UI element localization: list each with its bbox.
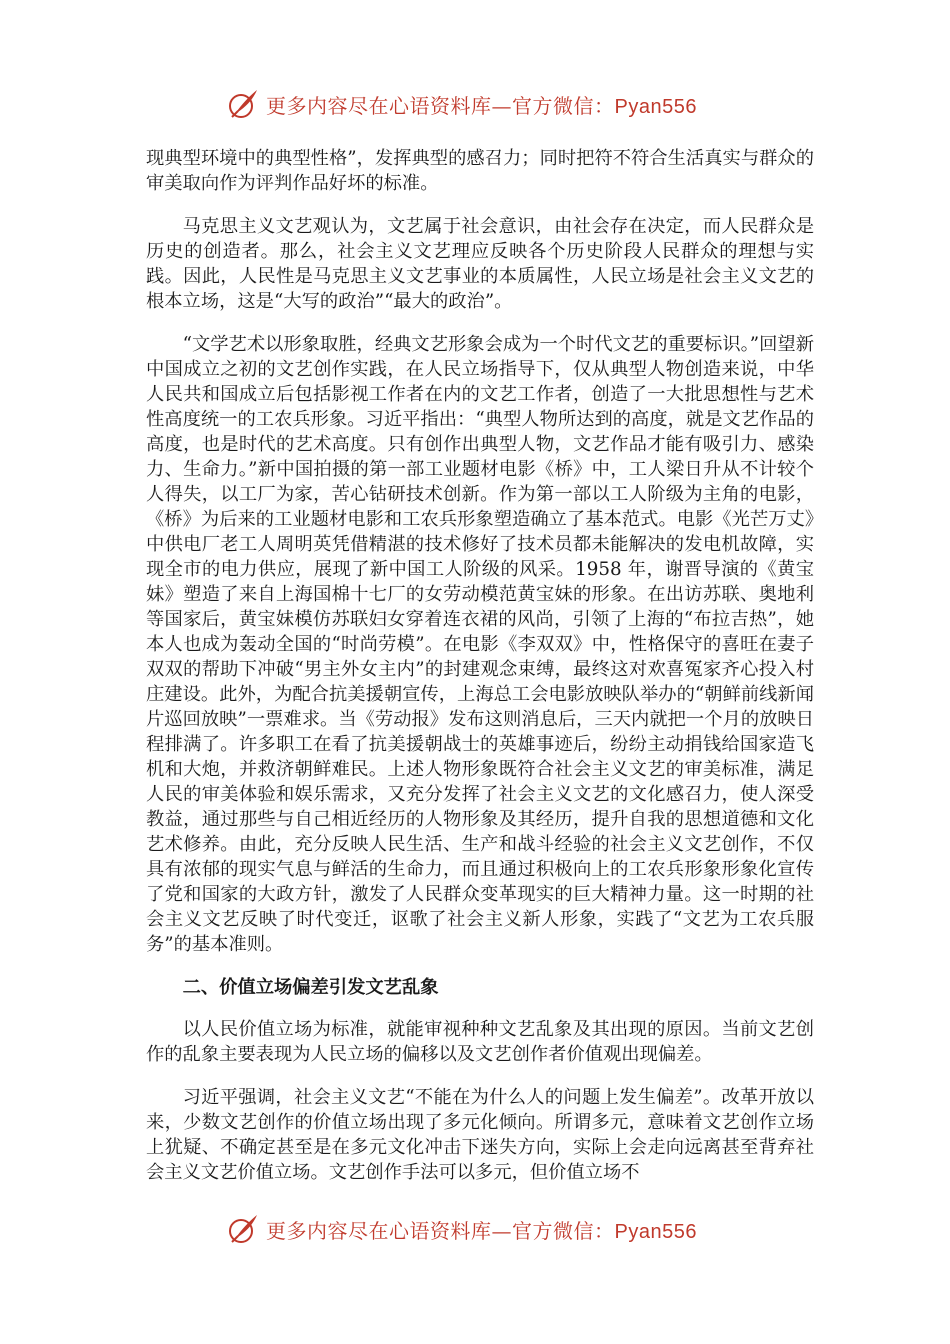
watermark-banner-bottom bbox=[226, 1209, 697, 1249]
paragraph: 以人民价值立场为标准，就能审视种种文艺乱象及其出现的原因。当前文艺创作的乱象主要表现为人民立场的偏移以及文艺创作者价值观出现偏差。 bbox=[146, 1019, 814, 1065]
watermark-banner-top bbox=[226, 84, 697, 124]
watermark-text: 更多内容尽在心语资料库—官方微信：Pyan556 bbox=[266, 1218, 697, 1243]
document-body bbox=[146, 146, 814, 1203]
paragraph: 习近平强调，社会主义文艺“不能在为什么人的问题上发生偏差”。改革开放以来，少数文艺创作的价值立场出现了多元化倾向。所谓多元，意味着文艺创作立场上犹疑、不确定甚至是在多元文化冲击下迷失方向，实际上会走向远离甚至背弃社会主义文艺价值立场。文艺创作手法可以多元，但价值立场不 bbox=[146, 1087, 814, 1183]
paragraph: 马克思主义文艺观认为，文艺属于社会意识，由社会存在决定，而人民群众是历史的创造者。那么，社会主义文艺理应反映各个历史阶段人民群众的理想与实践。因此，人民性是马克思主义文艺事业的本质属性，人民立场是社会主义文艺的根本立场，这是“大写的政治”“最大的政治”。 bbox=[146, 216, 814, 312]
paragraph-continuation: 现典型环境中的典型性格”，发挥典型的感召力；同时把符不符合生活真实与群众的审美取向作为评判作品好坏的标准。 bbox=[146, 148, 814, 194]
section-heading: 二、价值立场偏差引发文艺乱象 bbox=[182, 977, 439, 998]
paragraph: “文学艺术以形象取胜，经典文艺形象会成为一个时代文艺的重要标识。”回望新中国成立之初的文艺创作实践，在人民立场指导下，仅从典型人物创造来说，中华人民共和国成立后包括影视工作者在内的文艺工作者，创造了一大批思想性与艺术性高度统一的工农兵形象。习近平指出：“典型人物所达到的高度，就是文艺作品的高度，也是时代的艺术高度。只有创作出典型人物，文艺作品才能有吸引力、感染力、生命力。”新中国拍摄的第一部工业题材电影《桥》中，工人梁日升从不计较个人得失，以工厂为家，苦心钻研技术创新。作为第一部以工人阶级为主角的电影，《桥》为后来的工业题材电影和工农兵形象塑造确立了基本范式。电影《光芒万丈》中供电厂老工人周明英凭借精湛的技术修好了技术员都未能解决的发电机故障，实现全市的电力供应，展现了新中国工人阶级的风采。1958 年，谢晋导演的《黄宝妹》塑造了来自上海国棉十七厂的女劳动模范黄宝妹的形象。在出访苏联、奥地利等国家后，黄宝妹模仿苏联妇女穿着连衣裙的风尚，引领了上海的“布拉吉热”，她本人也成为轰动全国的“时尚劳模”。在电影《李双双》中，性格保守的喜旺在妻子双双的帮助下冲破“男主外女主内”的封建观念束缚，最终这对欢喜冤家齐心投入村庄建设。此外，为配合抗美援朝宣传，上海总工会电影放映队举办的“朝鲜前线新闻片巡回放映”一票难求。当《劳动报》发布这则消息后，三天内就把一个月的放映日程排满了。许多职工在看了抗美援朝战士的英雄事迹后，纷纷主动捐钱给国家造飞机和大炮，并救济朝鲜难民。上述人物形象既符合社会主义文艺的审美标准，满足人民的审美体验和娱乐需求，又充分发挥了社会主义文艺的文化感召力，使人深受教益，通过那些与自己相近经历的人物形象及其经历，提升自我的思想道德和文化艺术修养。由此，充分反映人民生活、生产和战斗经验的社会主义文艺创作，不仅具有浓郁的现实气息与鲜活的生命力，而且通过积极向上的工农兵形象形象化宣传了党和国家的大政方针，激发了人民群众变革现实的巨大精神力量。这一时期的社会主义文艺反映了时代变迁，讴歌了社会主义新人形象，实践了“文艺为工农兵服务”的基本准则。 bbox=[146, 334, 814, 955]
watermark-text: 更多内容尽在心语资料库—官方微信：Pyan556 bbox=[266, 93, 697, 118]
quill-logo-icon bbox=[226, 87, 260, 121]
quill-logo-icon bbox=[226, 1212, 260, 1246]
